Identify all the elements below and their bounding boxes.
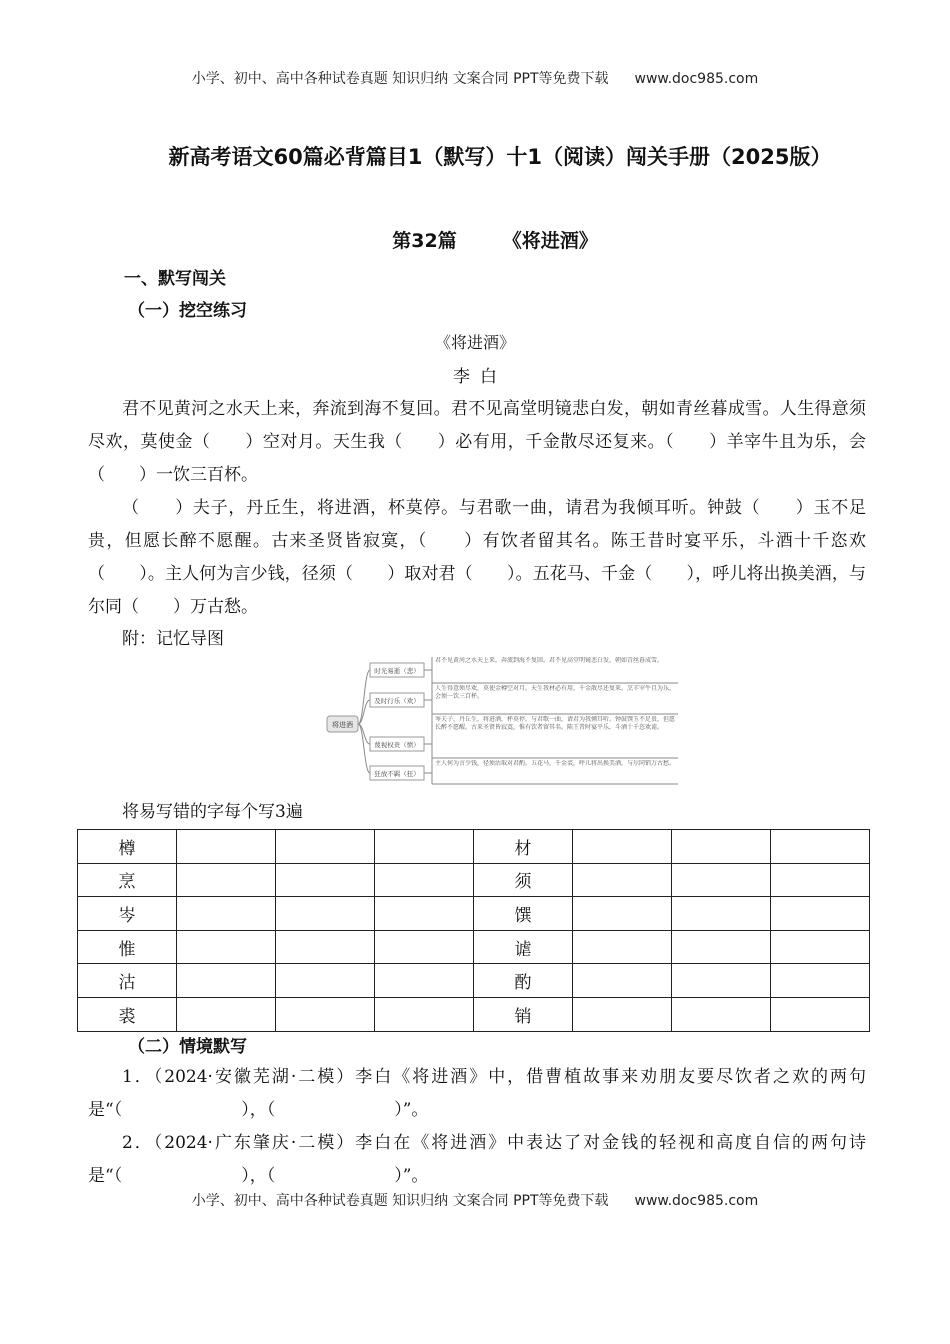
writing-cell[interactable] [375, 930, 474, 964]
writing-cell[interactable] [672, 964, 771, 998]
practice-char: 酌 [474, 964, 573, 998]
writing-cell[interactable] [573, 897, 672, 931]
mind-map-branch-label: 及时行乐（欢） [374, 697, 420, 705]
writing-cell[interactable] [177, 863, 276, 897]
writing-cell[interactable] [276, 997, 375, 1031]
writing-cell[interactable] [177, 997, 276, 1031]
writing-cell[interactable] [672, 930, 771, 964]
writing-cell[interactable] [375, 964, 474, 998]
writing-cell[interactable] [573, 997, 672, 1031]
writing-cell[interactable] [573, 863, 672, 897]
poem-author: 李白 [453, 367, 507, 387]
practice-char: 沽 [78, 964, 177, 998]
writing-cell[interactable] [276, 964, 375, 998]
practice-char: 馔 [474, 897, 573, 931]
practice-char: 材 [474, 830, 573, 864]
subsection-heading-context-dictation: （二）情境默写 [128, 1037, 247, 1057]
practice-char: 销 [474, 997, 573, 1031]
writing-cell[interactable] [375, 830, 474, 864]
table-row [78, 863, 870, 897]
table-row [78, 897, 870, 931]
writing-cell[interactable] [672, 863, 771, 897]
writing-cell[interactable] [177, 930, 276, 964]
mind-map-root: 将进酒 [332, 721, 353, 729]
mind-map [326, 654, 678, 786]
practice-instruction: 将易写错的字每个写3遍 [122, 802, 303, 822]
practice-char: 谑 [474, 930, 573, 964]
writing-cell[interactable] [771, 930, 870, 964]
chapter-heading [0, 226, 950, 253]
writing-cell[interactable] [276, 830, 375, 864]
writing-cell[interactable] [771, 897, 870, 931]
writing-cell[interactable] [771, 964, 870, 998]
question-item: 1．（2024·安徽芜湖·二模）李白《将进酒》中，借曹植故事来劝朋友要尽饮者之欢的两句是“（ ），（ ）”。 [88, 1067, 866, 1120]
writing-cell[interactable] [672, 830, 771, 864]
poem-title: 《将进酒》 [434, 333, 515, 352]
header-text: 小学、初中、高中各种试卷真题 知识归纳 文案合同 PPT等免费下载 [191, 71, 609, 87]
writing-cell[interactable] [177, 830, 276, 864]
table-row [78, 964, 870, 998]
mind-map-branch-text: 主人何为言少钱，径须沽取对君酌。五花马，千金裘，呼儿将出换美酒，与尔同销万古愁。 [435, 760, 675, 767]
writing-cell[interactable] [276, 897, 375, 931]
writing-cell[interactable] [375, 997, 474, 1031]
mind-map-branch-text: 岑夫子，丹丘生，将进酒，杯莫停。与君歌一曲，请君为我倾耳听。钟鼓馔玉不足贵，但愿长醉不愿醒。古来圣贤皆寂寞，惟有饮者留其名。陈王昔时宴平乐，斗酒十千恣欢谑。 [435, 716, 675, 731]
poem-paragraph: （ ）夫子，丹丘生，将进酒，杯莫停。与君歌一曲，请君为我倾耳听。钟鼓（ ）玉不足贵，但愿长醉不愿醒。古来圣贤皆寂寞，（ ）有饮者留其名。陈王昔时宴平乐，斗酒十千恣欢（ ）。主人何为言少钱，径须（ ）取对君（ ）。五花马、千金（ ），呼儿将出换美酒，与尔同（ ）万古愁。 [88, 498, 866, 617]
practice-grid [77, 829, 870, 1032]
writing-cell[interactable] [375, 863, 474, 897]
mind-map-branch-label: 时光易逝（悲） [374, 667, 420, 675]
practice-char: 须 [474, 863, 573, 897]
writing-cell[interactable] [573, 930, 672, 964]
writing-cell[interactable] [177, 897, 276, 931]
appendix-label: 附：记忆导图 [122, 629, 224, 649]
writing-cell[interactable] [276, 930, 375, 964]
writing-cell[interactable] [672, 897, 771, 931]
header-url[interactable]: www.doc985.com [634, 71, 759, 87]
mind-map-branch-label: 蔑视权贵（愤） [374, 741, 420, 749]
table-row [78, 830, 870, 864]
mind-map-branch-text: 人生得意须尽欢，莫使金樽空对月。天生我材必有用，千金散尽还复来。烹羊宰牛且为乐，会须一饮三百杯。 [435, 685, 675, 700]
writing-cell[interactable] [771, 830, 870, 864]
document-title: 新高考语文60篇必背篇目1（默写）十1（阅读）闯关手册（2025版） [168, 145, 832, 169]
table-row [78, 930, 870, 964]
chapter-number: 第32篇 [392, 230, 457, 252]
writing-cell[interactable] [573, 830, 672, 864]
writing-cell[interactable] [771, 863, 870, 897]
chapter-name: 《将进酒》 [502, 230, 598, 252]
subsection-heading-fill-blanks: （一）挖空练习 [128, 301, 247, 321]
practice-char: 烹 [78, 863, 177, 897]
poem-body [88, 393, 866, 624]
writing-cell[interactable] [573, 964, 672, 998]
section-heading-dictation: 一、默写闯关 [124, 269, 226, 289]
writing-cell[interactable] [672, 997, 771, 1031]
practice-char: 樽 [78, 830, 177, 864]
writing-cell[interactable] [276, 863, 375, 897]
questions [88, 1061, 866, 1193]
page-header [0, 68, 950, 88]
footer-url[interactable]: www.doc985.com [634, 1193, 759, 1209]
table-row [78, 997, 870, 1031]
footer-text: 小学、初中、高中各种试卷真题 知识归纳 文案合同 PPT等免费下载 [191, 1193, 609, 1209]
writing-cell[interactable] [177, 964, 276, 998]
poem-paragraph: 君不见黄河之水天上来，奔流到海不复回。君不见高堂明镜悲白发，朝如青丝暮成雪。人生得意须尽欢，莫使金（ ）空对月。天生我（ ）必有用，千金散尽还复来。（ ）羊宰牛且为乐，会（ ）一饮三百杯。 [88, 399, 866, 485]
page-footer [0, 1190, 950, 1210]
writing-cell[interactable] [375, 897, 474, 931]
writing-cell[interactable] [771, 997, 870, 1031]
mind-map-branch-text: 君不见黄河之水天上来，奔流到海不复回。君不见高堂明镜悲白发，朝如青丝暮成雪。 [435, 657, 664, 664]
question-item: 2．（2024·广东肇庆·二模）李白在《将进酒》中表达了对金钱的轻视和高度自信的两句诗是“（ ），（ ）”。 [88, 1133, 866, 1186]
mind-map-branch-label: 狂放不羁（狂） [374, 770, 420, 778]
practice-char: 惟 [78, 930, 177, 964]
practice-char: 岑 [78, 897, 177, 931]
practice-char: 裘 [78, 997, 177, 1031]
